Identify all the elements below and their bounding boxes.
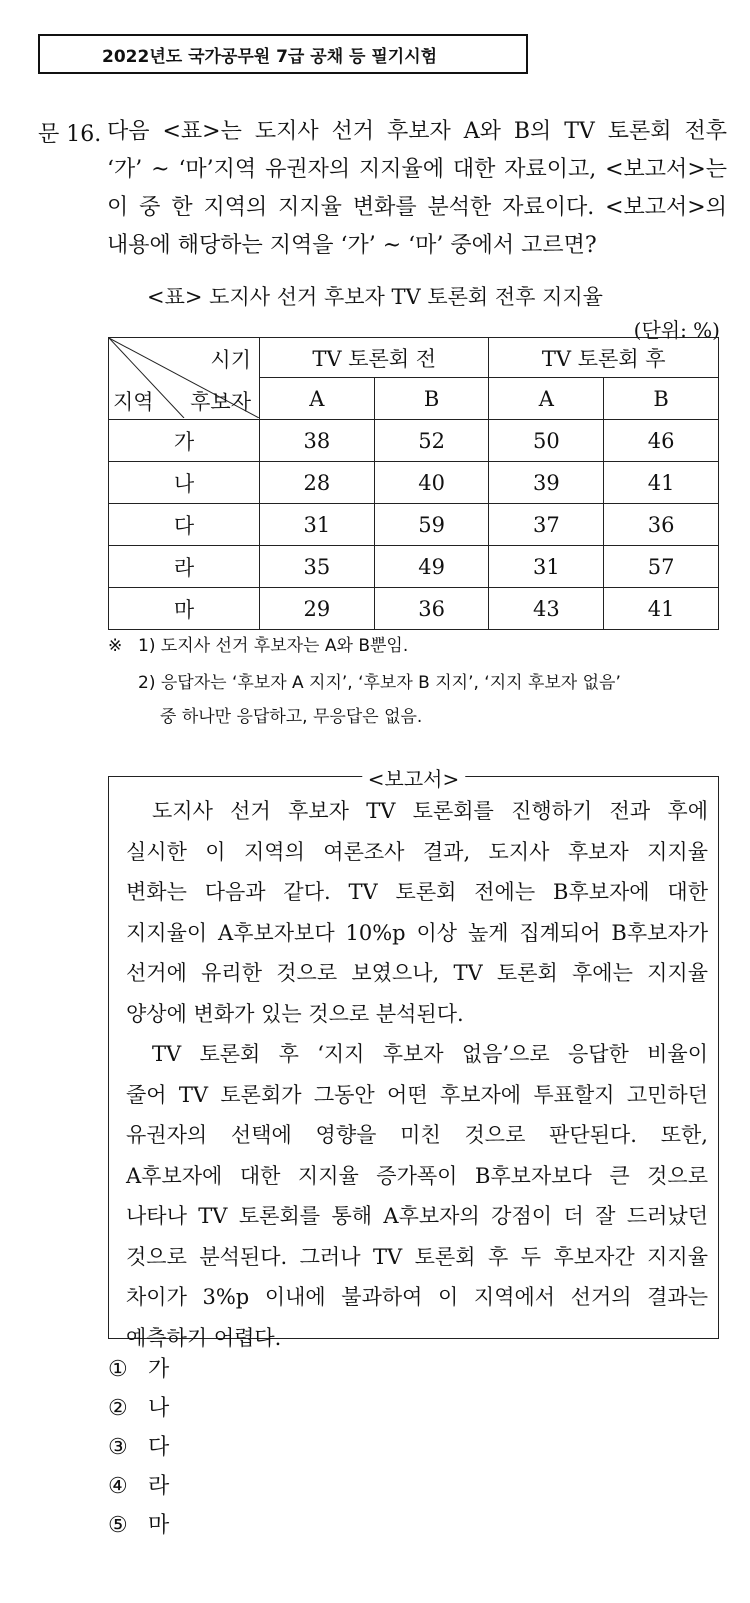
report-line: 실시한 이 지역의 여론조사 결과, 도지사 후보자 지지율 — [126, 839, 708, 864]
table-row — [109, 420, 719, 462]
value-cell: 52 — [374, 420, 489, 462]
report-line: 선거에 유리한 것으로 보였으나, TV 토론회 후에는 지지율 — [126, 961, 708, 985]
choice-mark: ⑤ — [108, 1513, 128, 1538]
table-unit: (단위: %) — [633, 318, 720, 342]
value-cell: 39 — [489, 462, 604, 504]
value-cell: 41 — [604, 588, 719, 630]
value-cell: 38 — [260, 420, 375, 462]
corner-time-label: 시기 — [210, 348, 251, 372]
question-line: 이 중 한 지역의 지지율 변화를 분석한 자료이다. <보고서>의 — [107, 195, 727, 220]
value-cell: 37 — [489, 504, 604, 546]
region-cell: 다 — [109, 504, 260, 546]
report-title: <보고서> — [362, 763, 465, 792]
answer-choice-1[interactable] — [108, 1352, 169, 1383]
value-cell: 35 — [260, 546, 375, 588]
choice-mark: ④ — [108, 1474, 128, 1499]
table-corner-cell — [109, 338, 260, 420]
report-line: 나타나 TV 토론회를 통해 A후보자의 강점이 더 잘 드러났던 — [126, 1204, 708, 1228]
choice-label: 라 — [148, 1474, 170, 1499]
candidate-header: B — [374, 378, 489, 420]
value-cell: 31 — [489, 546, 604, 588]
value-cell: 36 — [604, 504, 719, 546]
report-line: 지지율이 A후보자보다 10%p 이상 높게 집계되어 B후보자가 — [126, 920, 708, 945]
support-rate-table — [108, 337, 719, 630]
candidate-header: A — [489, 378, 604, 420]
report-line: 유권자의 선택에 영향을 미친 것으로 판단된다. 또한, — [126, 1123, 708, 1147]
report-body — [126, 791, 708, 1358]
question-line: 다음 <표>는 도지사 선거 후보자 A와 B의 TV 토론회 전후 — [107, 119, 727, 144]
answer-choice-5[interactable] — [108, 1508, 169, 1539]
report-line: A후보자에 대한 지지율 증가폭이 B후보자보다 큰 것으로 — [126, 1163, 708, 1188]
choice-mark: ① — [108, 1357, 128, 1382]
region-cell: 라 — [109, 546, 260, 588]
note-mark: ※ — [108, 636, 123, 656]
region-cell: 마 — [109, 588, 260, 630]
question-stem — [107, 113, 727, 265]
report-line: 줄어 TV 토론회가 그동안 어떤 후보자에 투표할지 고민하던 — [126, 1082, 708, 1107]
question-number: 문 16. — [38, 122, 102, 147]
report-line: 차이가 3%p 이내에 불과하여 이 지역에서 선거의 결과는 — [126, 1285, 708, 1309]
value-cell: 57 — [604, 546, 719, 588]
corner-region-label: 지역 — [113, 390, 154, 414]
value-cell: 49 — [374, 546, 489, 588]
choice-label: 가 — [148, 1357, 170, 1382]
question-line: ‘가’ ~ ‘마’지역 유권자의 지지율에 대한 자료이고, <보고서>는 — [107, 157, 727, 182]
report-line: TV 토론회 후 ‘지지 후보자 없음’으로 응답한 비율이 — [152, 1042, 708, 1066]
candidate-header: A — [260, 378, 375, 420]
table-row — [109, 462, 719, 504]
table-title: <표> 도지사 선거 후보자 TV 토론회 전후 지지율 — [147, 285, 603, 309]
exam-header-title: 2022년도 국가공무원 7급 공채 등 필기시험 — [102, 46, 438, 67]
value-cell: 43 — [489, 588, 604, 630]
region-cell: 가 — [109, 420, 260, 462]
table-row — [109, 546, 719, 588]
table-row — [109, 504, 719, 546]
value-cell: 36 — [374, 588, 489, 630]
candidate-header: B — [604, 378, 719, 420]
value-cell: 41 — [604, 462, 719, 504]
report-box — [108, 767, 719, 1350]
value-cell: 40 — [374, 462, 489, 504]
answer-choice-2[interactable] — [108, 1391, 169, 1422]
choice-label: 나 — [148, 1396, 170, 1421]
value-cell: 29 — [260, 588, 375, 630]
choice-mark: ③ — [108, 1435, 128, 1460]
answer-choice-3[interactable] — [108, 1430, 169, 1461]
report-line: 것으로 분석된다. 그러나 TV 토론회 후 두 후보자간 지지율 — [126, 1244, 708, 1269]
question-line: 내용에 해당하는 지역을 ‘가’ ~ ‘마’ 중에서 고르면? — [107, 233, 597, 258]
region-cell: 나 — [109, 462, 260, 504]
report-line: 예측하기 어렵다. — [126, 1325, 282, 1350]
corner-candidate-label: 후보자 — [190, 390, 251, 414]
table-row — [109, 588, 719, 630]
value-cell: 59 — [374, 504, 489, 546]
value-cell: 50 — [489, 420, 604, 462]
note-item: 중 하나만 응답하고, 무응답은 없음. — [160, 707, 423, 727]
choice-label: 마 — [148, 1513, 170, 1538]
report-line: 도지사 선거 후보자 TV 토론회를 진행하기 전과 후에 — [152, 799, 708, 823]
note-item: 2) 응답자는 ‘후보자 A 지지’, ‘후보자 B 지지’, ‘지지 후보자 없음’ — [138, 673, 621, 693]
answer-choice-4[interactable] — [108, 1469, 169, 1500]
report-line: 양상에 변화가 있는 것으로 분석된다. — [126, 1001, 464, 1026]
period-header-before: TV 토론회 전 — [260, 338, 489, 378]
period-header-after: TV 토론회 후 — [489, 338, 719, 378]
report-line: 변화는 다음과 같다. TV 토론회 전에는 B후보자에 대한 — [126, 880, 708, 904]
value-cell: 31 — [260, 504, 375, 546]
choice-mark: ② — [108, 1396, 128, 1421]
choice-label: 다 — [148, 1435, 170, 1460]
exam-header — [38, 34, 528, 74]
note-item: 1) 도지사 선거 후보자는 A와 B뿐임. — [138, 636, 409, 656]
value-cell: 46 — [604, 420, 719, 462]
value-cell: 28 — [260, 462, 375, 504]
